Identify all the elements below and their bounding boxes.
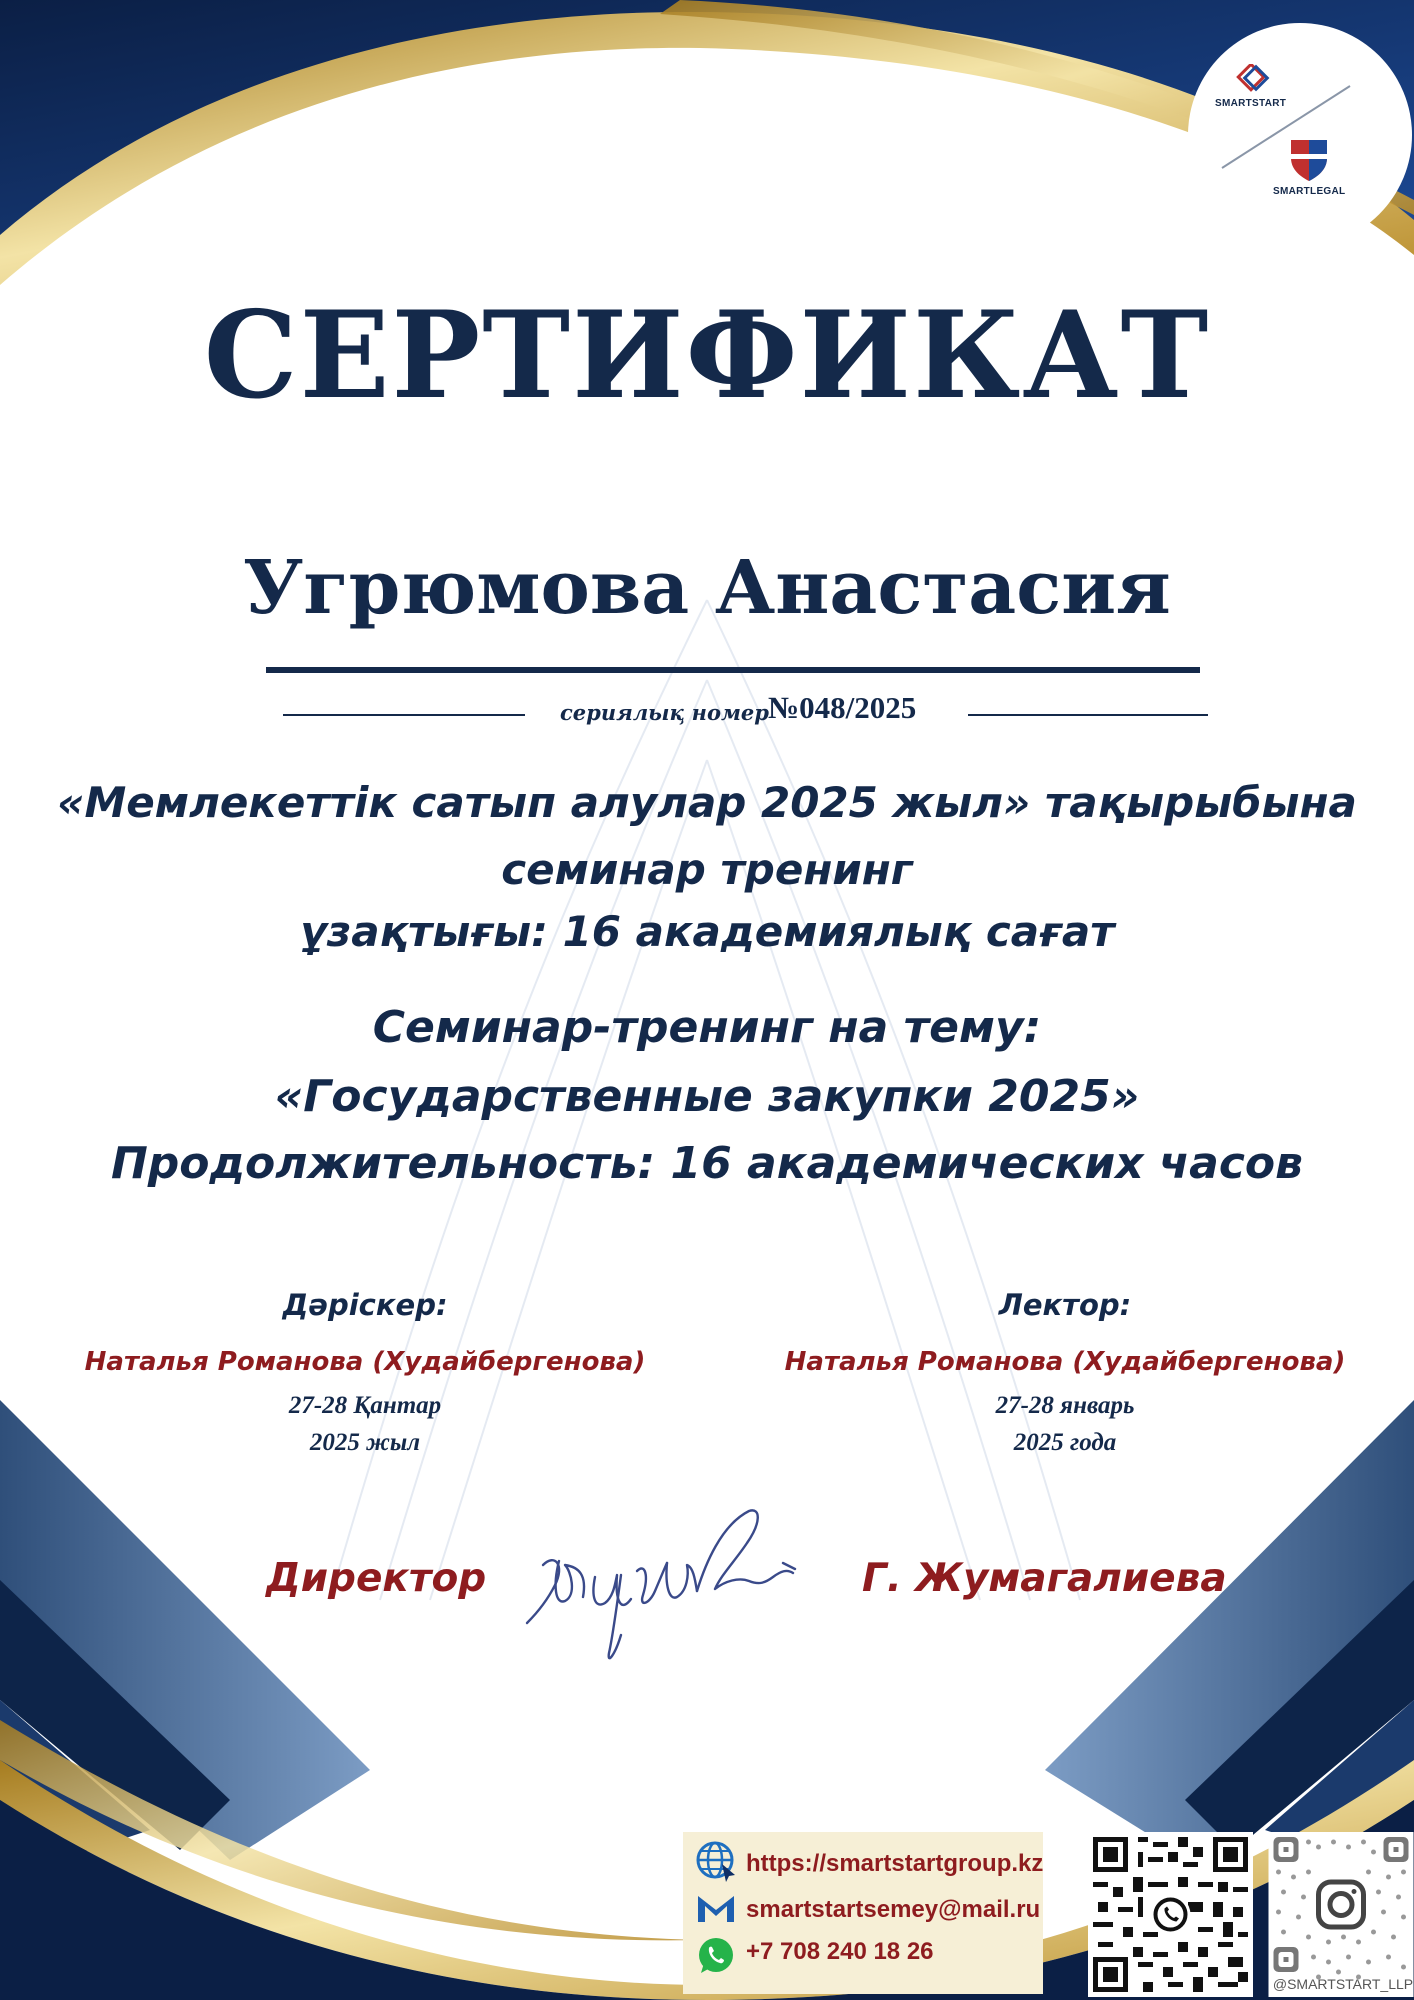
lecturer-ru-heading: Лектор: <box>998 1288 1132 1322</box>
course-ru-line2: «Государственные закупки 2025» <box>274 1071 1140 1122</box>
lecturer-kz-block <box>60 1288 670 1461</box>
instagram-handle: @SMARTSTART_LLP <box>1272 1976 1414 1992</box>
recipient-name: Угрюмова Анастасия <box>243 545 1171 631</box>
lecturer-kz-heading: Дәріскер: <box>282 1288 448 1322</box>
certificate-title: СЕРТИФИКАТ <box>203 283 1211 426</box>
website-link[interactable]: https://smartstartgroup.kz <box>746 1850 1044 1877</box>
smartstart-logo-text: SMARTSTART <box>1215 98 1287 109</box>
instagram-qr-code[interactable] <box>1268 1832 1414 1997</box>
lecturer-ru-date-line1: 27-28 январь <box>995 1392 1135 1419</box>
lecturer-kz-name: Наталья Романова (Худайбергенова) <box>84 1347 646 1377</box>
course-kz-line2: семинар тренинг <box>501 845 913 894</box>
mail-icon <box>695 1888 737 1930</box>
course-ru-line3: Продолжительность: 16 академических часов <box>110 1138 1304 1189</box>
lecturer-ru-block <box>755 1288 1375 1461</box>
signatory-name: Г. Жумагалиева <box>862 1556 1227 1601</box>
phone-number[interactable]: +7 708 240 18 26 <box>746 1938 934 1965</box>
lecturer-ru-date-line2: 2025 года <box>1013 1429 1117 1456</box>
smartlegal-shield-icon <box>1289 136 1329 182</box>
serial-number: №048/2025 <box>768 690 917 725</box>
smartstart-logo-icon <box>1232 64 1276 100</box>
lecturer-ru-name: Наталья Романова (Худайбергенова) <box>784 1347 1346 1377</box>
smartlegal-logo-text: SMARTLEGAL <box>1273 186 1346 197</box>
signature-role: Директор <box>266 1556 487 1601</box>
course-ru-line1: Семинар-тренинг на тему: <box>372 1002 1042 1053</box>
handwritten-signature <box>525 1505 825 1670</box>
course-kz-line1: «Мемлекеттік сатып алулар 2025 жыл» тақырыбына <box>57 778 1357 827</box>
globe-icon <box>695 1840 737 1882</box>
serial-right-rule <box>968 714 1208 716</box>
course-kz-line3: ұзақтығы: 16 академиялық сағат <box>299 907 1115 956</box>
whatsapp-icon <box>695 1935 737 1977</box>
name-underline <box>266 667 1200 673</box>
serial-left-rule <box>283 714 525 716</box>
email-link[interactable]: smartstartsemey@mail.ru <box>746 1896 1041 1923</box>
whatsapp-qr-code[interactable] <box>1088 1832 1253 1997</box>
lecturer-kz-date-line1: 27-28 Қантар <box>288 1392 442 1419</box>
serial-label: сериялық номер <box>560 700 769 725</box>
lecturer-kz-date-line2: 2025 жыл <box>309 1429 421 1456</box>
